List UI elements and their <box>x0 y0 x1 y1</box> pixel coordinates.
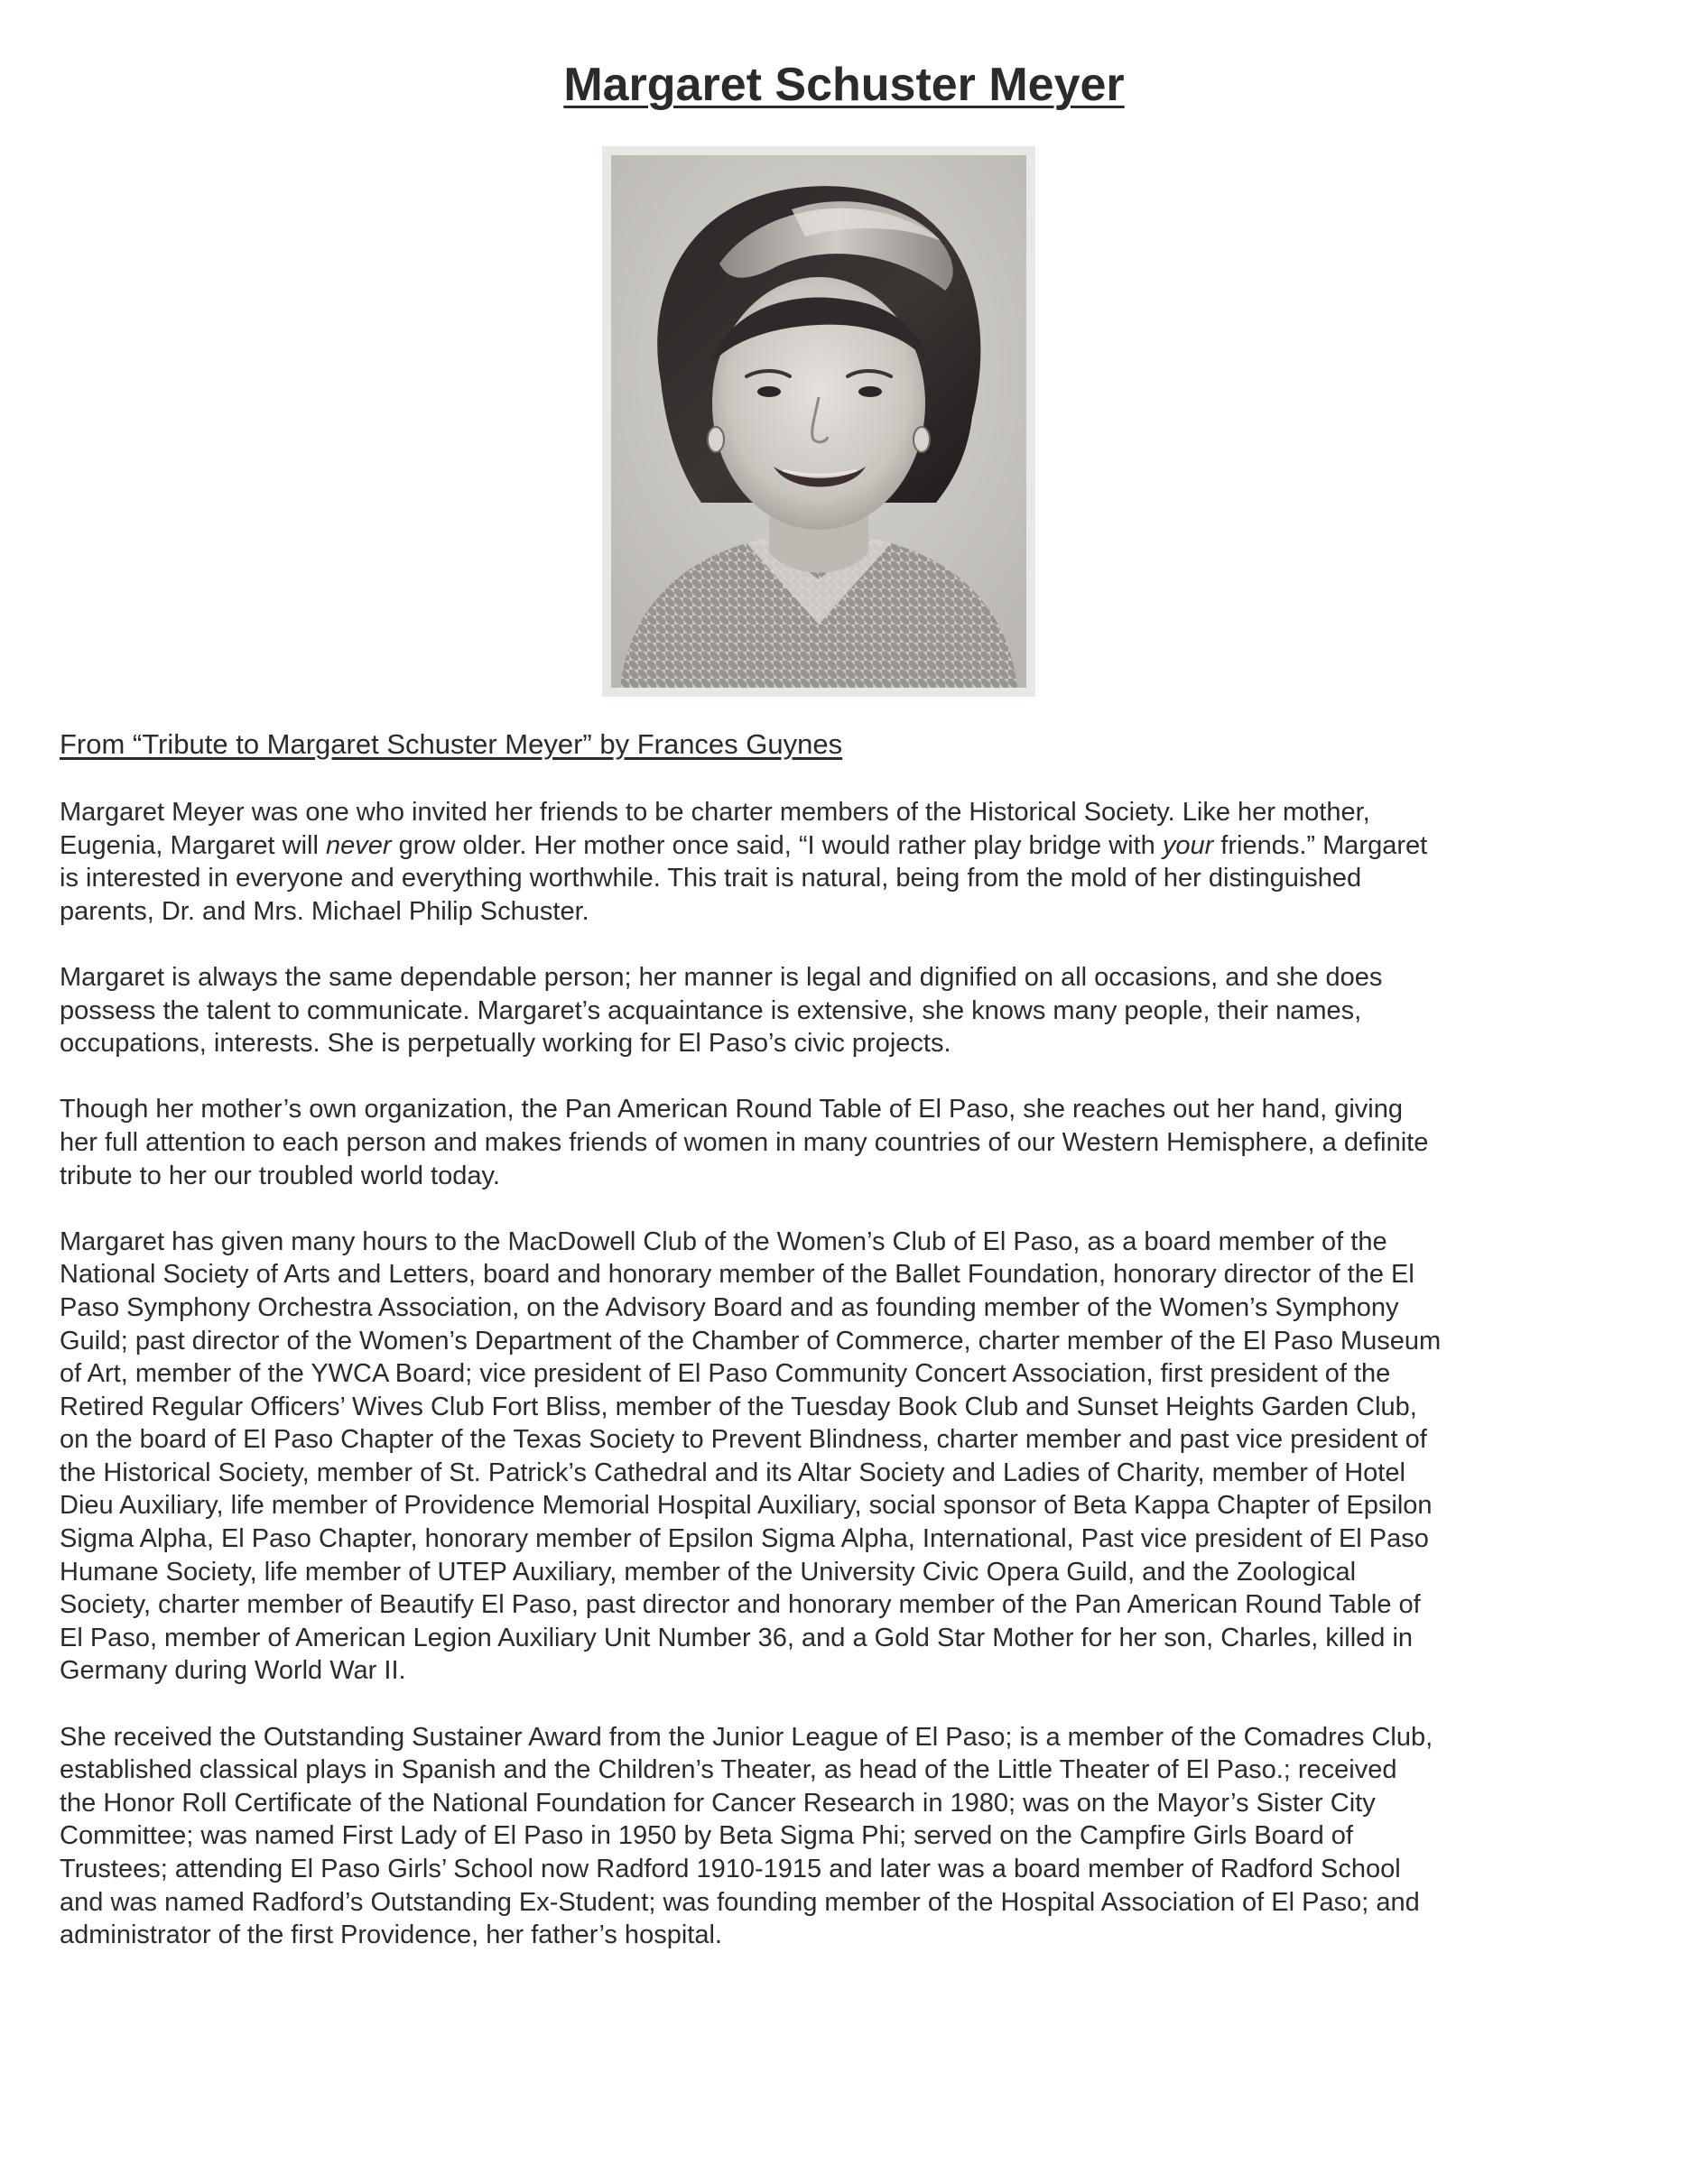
text-line: She received the Outstanding Sustainer Award from the Junior League of El Paso; is a member of the Comadres Club, <box>60 1722 1433 1752</box>
page-title <box>0 58 1688 112</box>
text-line: Margaret Meyer was one who invited her friends to be charter members of the Historical Society. Like her mother, <box>60 798 1370 827</box>
text-line: on the board of El Paso Chapter of the Texas Society to Prevent Blindness, charter member and past vice president of <box>60 1425 1427 1455</box>
text-run: friends.” Margaret <box>1213 830 1428 860</box>
text-line: the Honor Roll Certificate of the National Foundation for Cancer Research in 1980; was on the Mayor’s Sister City <box>60 1788 1376 1818</box>
text-run: grow older. Her mother once said, “I would rather play bridge with <box>391 830 1163 860</box>
text-line: Margaret has given many hours to the MacDowell Club of the Women’s Club of El Paso, as a board member of the <box>60 1226 1387 1256</box>
emphasis-never: never <box>325 830 392 860</box>
paragraph-2 <box>60 961 1594 1060</box>
text-line: Germany during World War II. <box>60 1656 406 1686</box>
text-line <box>60 829 1594 863</box>
text-line: possess the talent to communicate. Margaret’s acquaintance is extensive, she knows many people, their names, <box>60 995 1362 1025</box>
text-line: tribute to her our troubled world today. <box>60 1161 500 1190</box>
text-line: her full attention to each person and makes friends of women in many countries of our Western Hemisphere, a definite <box>60 1127 1429 1157</box>
text-line: of Art, member of the YWCA Board; vice president of El Paso Community Concert Association, first president of the <box>60 1359 1391 1389</box>
text-line: Though her mother’s own organization, the Pan American Round Table of El Paso, she reaches out her hand, giving <box>60 1095 1403 1124</box>
text-line: is interested in everyone and everything worthwhile. This trait is natural, being from the mold of her distinguished <box>60 864 1362 893</box>
text-line: Humane Society, life member of UTEP Auxiliary, member of the University Civic Opera Guild, and the Zoological <box>60 1557 1357 1587</box>
text-line: Committee; was named First Lady of El Paso in 1950 by Beta Sigma Phi; served on the Campfire Girls Board of <box>60 1821 1353 1851</box>
text-line: Trustees; attending El Paso Girls’ School now Radford 1910-1915 and later was a board member of Radford School <box>60 1855 1401 1883</box>
paragraph-5 <box>60 1721 1594 1952</box>
text-line: parents, Dr. and Mrs. Michael Philip Schuster. <box>60 896 589 926</box>
paragraph-4 <box>60 1226 1594 1688</box>
portrait-image <box>611 155 1026 688</box>
portrait-photo <box>602 146 1035 697</box>
text-line: administrator of the first Providence, her father’s hospital. <box>60 1920 722 1950</box>
paragraph-1 <box>60 796 1594 928</box>
text-line: National Society of Arts and Letters, board and honorary member of the Ballet Foundation, honorary director of the El <box>60 1260 1414 1290</box>
text-line: Dieu Auxiliary, life member of Providence Memorial Hospital Auxiliary, social sponsor of Beta Kappa Chapter of Epsilon <box>60 1491 1433 1521</box>
text-line: Retired Regular Officers’ Wives Club Fort Bliss, member of the Tuesday Book Club and Sunset Heights Garden Club, <box>60 1392 1417 1421</box>
text-line: El Paso, member of American Legion Auxiliary Unit Number 36, and a Gold Star Mother for her son, Charles, killed in <box>60 1623 1414 1652</box>
text-line: Guild; past director of the Women’s Department of the Chamber of Commerce, charter member of the El Paso Museum <box>60 1326 1442 1356</box>
text-line: established classical plays in Spanish and the Children’s Theater, as head of the Little Theater of El Paso.; received <box>60 1755 1397 1785</box>
text-line: Paso Symphony Orchestra Association, on the Advisory Board and as founding member of the Women’s Symphony <box>60 1292 1399 1322</box>
text-line: Sigma Alpha, El Paso Chapter, honorary member of Epsilon Sigma Alpha, International, Past vice president of El Paso <box>60 1524 1429 1554</box>
emphasis-your: your <box>1162 830 1214 860</box>
paragraph-3 <box>60 1093 1594 1192</box>
text-line: Margaret is always the same dependable person; her manner is legal and dignified on all occasions, and she does <box>60 962 1383 992</box>
text-run: Eugenia, Margaret will <box>60 830 326 860</box>
page-title-text: Margaret Schuster Meyer <box>563 59 1125 111</box>
text-line: the Historical Society, member of St. Patrick’s Cathedral and its Altar Society and Ladies of Charity, member of Hotel <box>60 1458 1405 1487</box>
tribute-body <box>60 796 1594 1985</box>
text-line: occupations, interests. She is perpetually working for El Paso’s civic projects. <box>60 1029 951 1059</box>
text-line: and was named Radford’s Outstanding Ex-Student; was founding member of the Hospital Association of El Paso; and <box>60 1887 1420 1917</box>
text-line: Society, charter member of Beautify El Paso, past director and honorary member of the Pan American Round Table of <box>60 1590 1421 1620</box>
source-attribution: From “Tribute to Margaret Schuster Meyer” by Frances Guynes <box>60 728 843 760</box>
